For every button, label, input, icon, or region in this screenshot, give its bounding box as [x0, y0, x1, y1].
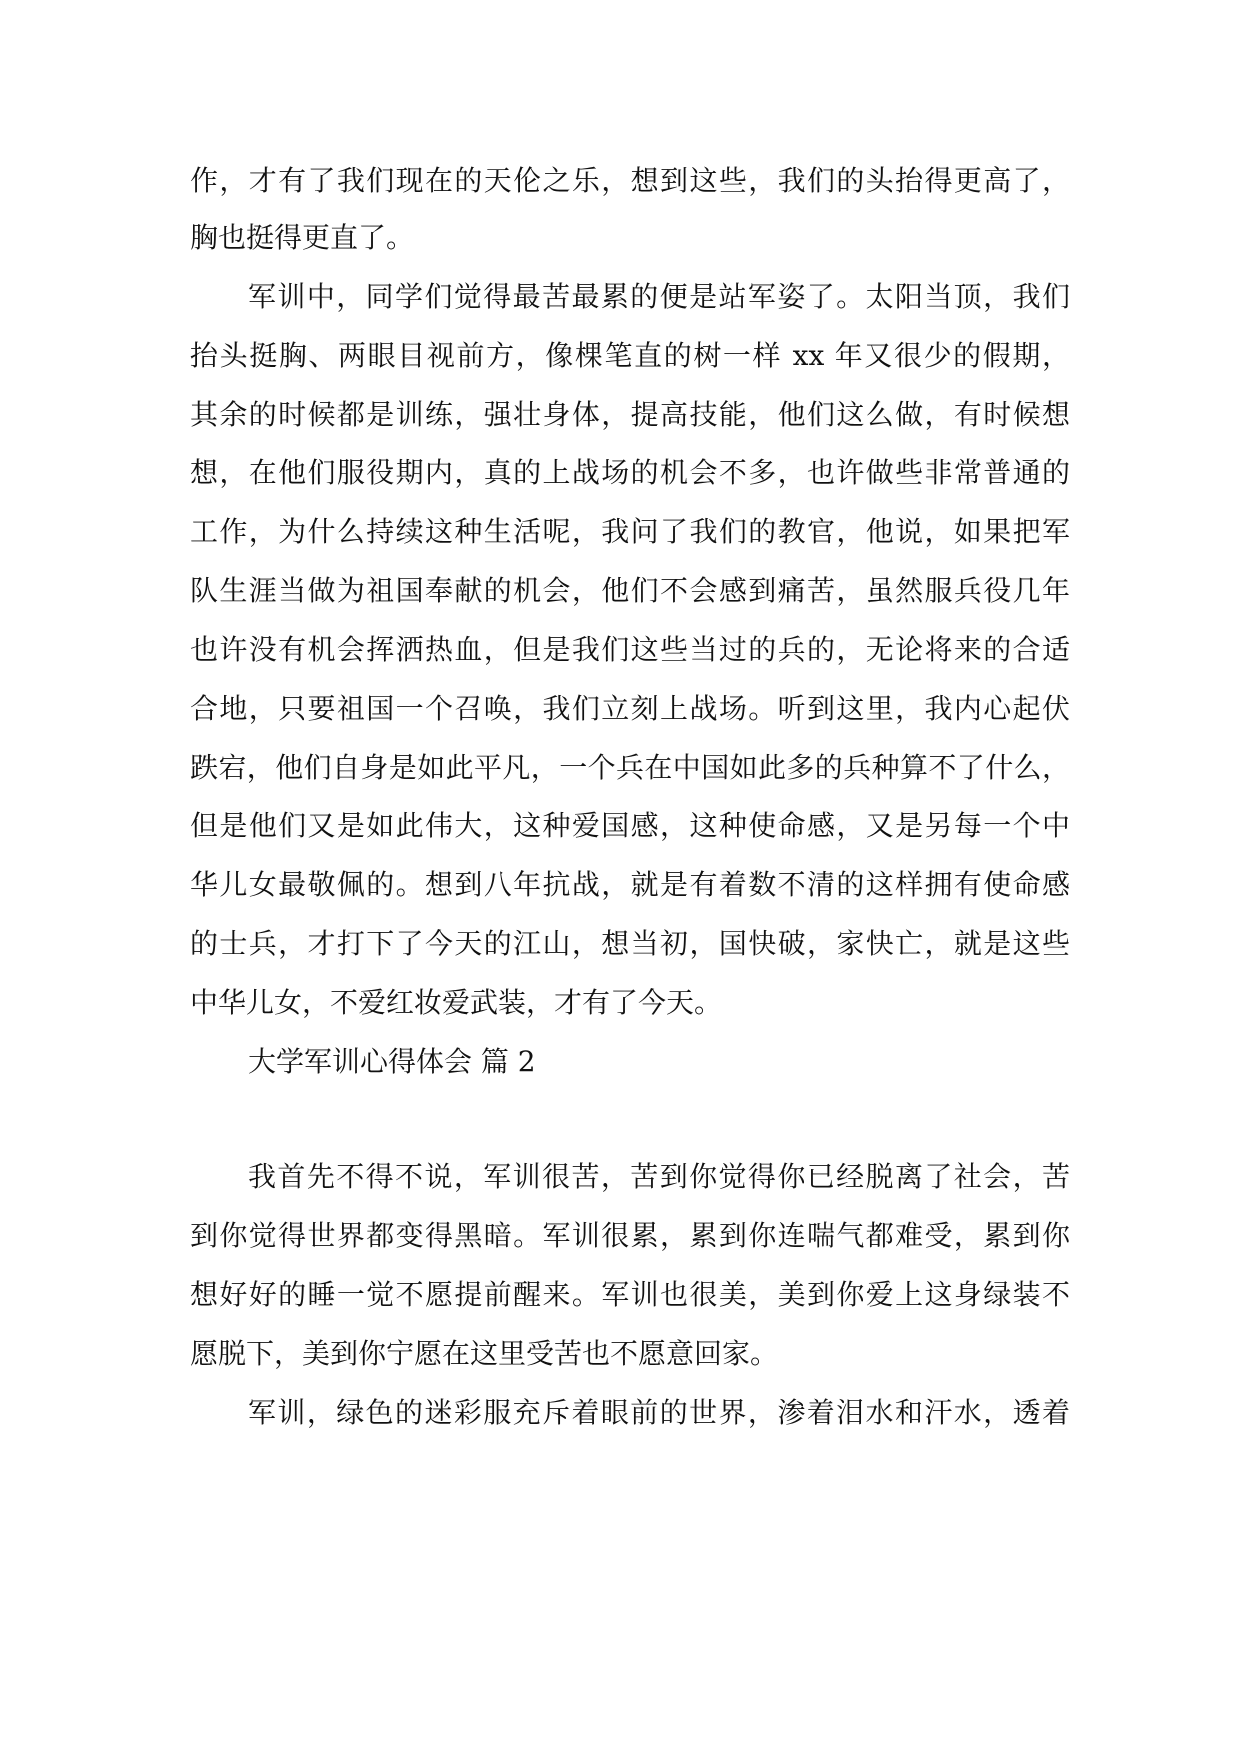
- paragraph-2-line-3: 其余的时候都是训练，强壮身体，提高技能，他们这么做，有时候想: [190, 398, 1070, 431]
- paragraph-2-line-4: 想，在他们服役期内，真的上战场的机会不多，也许做些非常普通的: [190, 456, 1070, 489]
- paragraph-1-line-2: 胸也挺得更直了。: [190, 221, 415, 254]
- paragraph-1-line-1: 作，才有了我们现在的天伦之乐，想到这些，我们的头抬得更高了，: [190, 164, 1070, 197]
- paragraph-2-line-6: 队生涯当做为祖国奉献的机会，他们不会感到痛苦，虽然服兵役几年: [190, 574, 1070, 607]
- paragraph-3-line-4: 愿脱下，美到你宁愿在这里受苦也不愿意回家。: [190, 1337, 779, 1370]
- paragraph-2-line-10: 但是他们又是如此伟大，这种爱国感，这种使命感，又是另每一个中: [190, 809, 1070, 842]
- paragraph-3-line-1: 我首先不得不说，军训很苦，苦到你觉得你已经脱离了社会，苦: [248, 1160, 1070, 1193]
- section-heading: 大学军训心得体会 篇 2: [248, 1045, 536, 1078]
- paragraph-2-line-7: 也许没有机会挥洒热血，但是我们这些当过的兵的，无论将来的合适: [190, 633, 1070, 666]
- paragraph-2-line-2: 抬头挺胸、两眼目视前方，像棵笔直的树一样 xx 年又很少的假期，: [190, 339, 1070, 372]
- paragraph-2-line-5: 工作，为什么持续这种生活呢，我问了我们的教官，他说，如果把军: [190, 515, 1070, 548]
- paragraph-2-line-8: 合地，只要祖国一个召唤，我们立刻上战场。听到这里，我内心起伏: [190, 692, 1070, 725]
- paragraph-2-line-11: 华儿女最敬佩的。想到八年抗战，就是有着数不清的这样拥有使命感: [190, 868, 1070, 901]
- paragraph-3-line-2: 到你觉得世界都变得黑暗。军训很累，累到你连喘气都难受，累到你: [190, 1219, 1070, 1252]
- paragraph-2-line-1: 军训中，同学们觉得最苦最累的便是站军姿了。太阳当顶，我们: [248, 280, 1070, 313]
- paragraph-2-line-12: 的士兵，才打下了今天的江山，想当初，国快破，家快亡，就是这些: [190, 927, 1070, 960]
- paragraph-2-line-9: 跌宕，他们自身是如此平凡，一个兵在中国如此多的兵种算不了什么，: [190, 751, 1070, 784]
- paragraph-2-line-13: 中华儿女，不爱红妆爱武装，才有了今天。: [190, 986, 723, 1019]
- paragraph-3-line-3: 想好好的睡一觉不愿提前醒来。军训也很美，美到你爱上这身绿装不: [190, 1278, 1070, 1311]
- paragraph-4-line-1: 军训，绿色的迷彩服充斥着眼前的世界，渗着泪水和汗水，透着: [248, 1396, 1070, 1429]
